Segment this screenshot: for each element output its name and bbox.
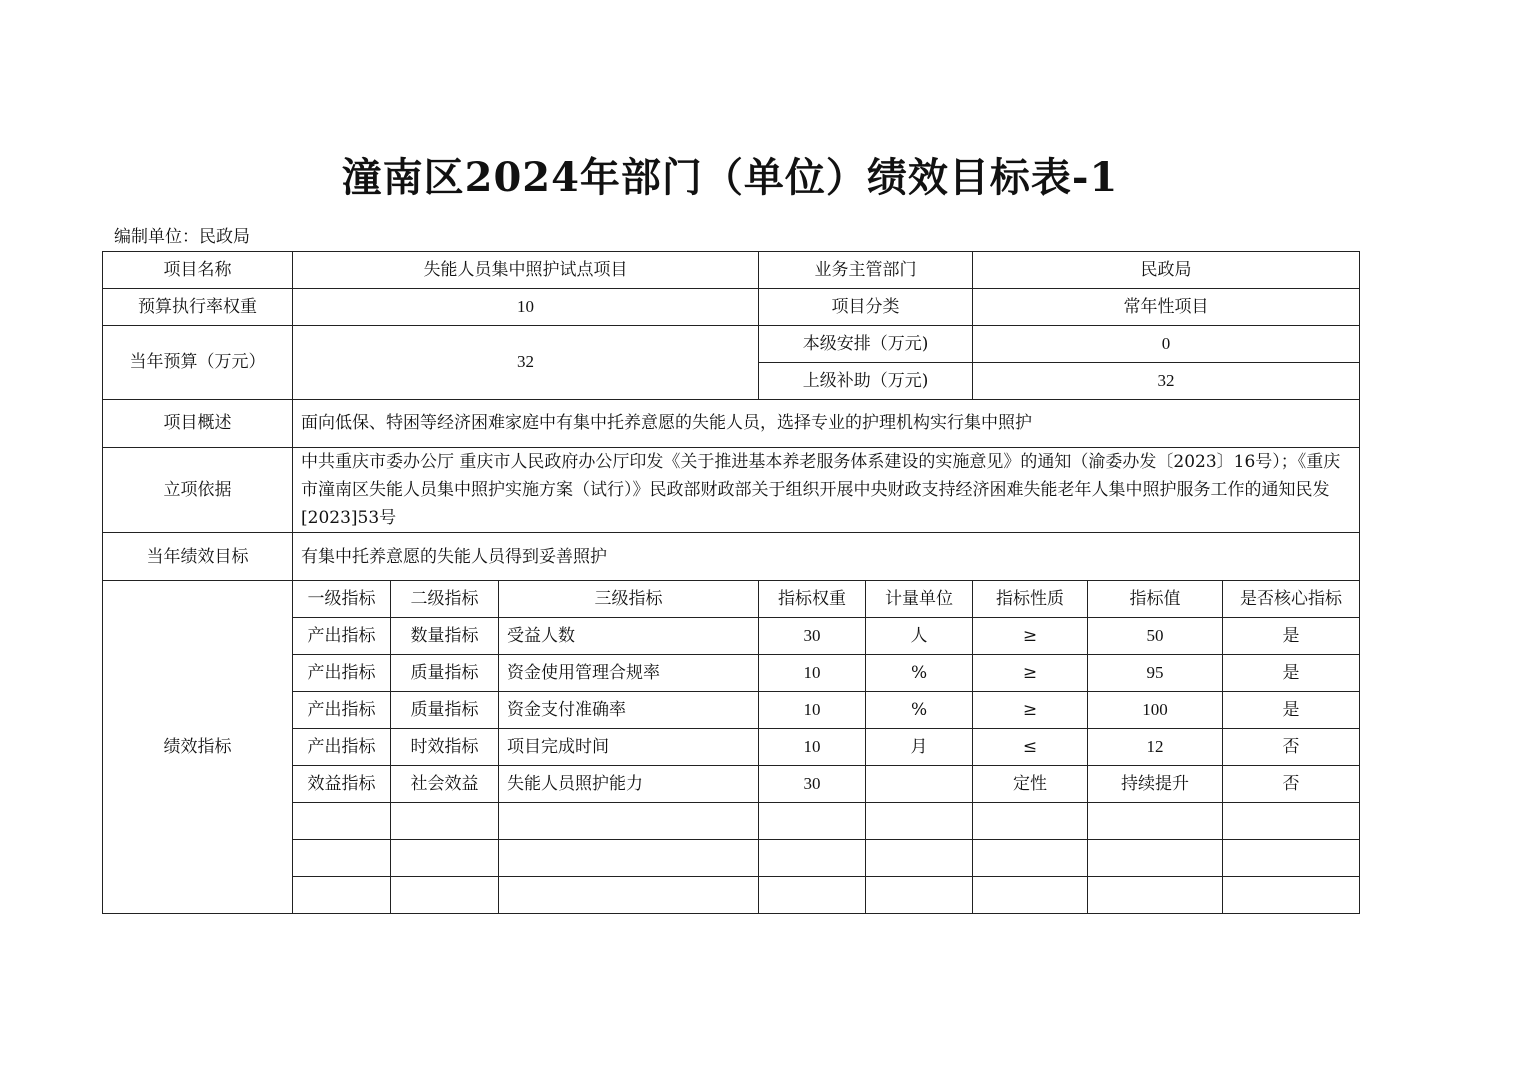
- cell-level1: [293, 840, 391, 877]
- cell-value: 100: [1088, 692, 1223, 729]
- cell-level3: 资金支付准确率: [499, 692, 759, 729]
- cell-level1: 产出指标: [293, 729, 391, 766]
- cell-value: [1088, 803, 1223, 840]
- cell-level1: [293, 877, 391, 914]
- header-value: 指标值: [1088, 581, 1223, 618]
- cell-weight: 30: [759, 766, 866, 803]
- cell-level3: 资金使用管理合规率: [499, 655, 759, 692]
- project-name-value: 失能人员集中照护试点项目: [293, 252, 759, 289]
- weight-value: 10: [293, 289, 759, 326]
- cell-level1: 产出指标: [293, 618, 391, 655]
- cell-value: 持续提升: [1088, 766, 1223, 803]
- cell-level3: [499, 803, 759, 840]
- cell-level3: 项目完成时间: [499, 729, 759, 766]
- overview-label: 项目概述: [103, 400, 293, 448]
- cell-level2: [391, 840, 499, 877]
- cell-value: [1088, 877, 1223, 914]
- cell-nature: ≥: [973, 618, 1088, 655]
- cell-unit: [866, 840, 973, 877]
- cell-weight: [759, 877, 866, 914]
- cell-level2: [391, 803, 499, 840]
- cell-level3: [499, 840, 759, 877]
- cell-unit: %: [866, 692, 973, 729]
- cell-unit: [866, 877, 973, 914]
- overview-value: 面向低保、特困等经济困难家庭中有集中托养意愿的失能人员，选择专业的护理机构实行集中照护: [293, 400, 1360, 448]
- cell-core: 是: [1223, 618, 1360, 655]
- cell-weight: [759, 840, 866, 877]
- cell-nature: [973, 877, 1088, 914]
- weight-label: 预算执行率权重: [103, 289, 293, 326]
- cell-weight: 30: [759, 618, 866, 655]
- cell-value: 12: [1088, 729, 1223, 766]
- category-label: 项目分类: [759, 289, 973, 326]
- cell-level3: 受益人数: [499, 618, 759, 655]
- cell-weight: 10: [759, 729, 866, 766]
- dept-value: 民政局: [973, 252, 1360, 289]
- cell-value: 95: [1088, 655, 1223, 692]
- cell-level2: 时效指标: [391, 729, 499, 766]
- cell-core: 否: [1223, 729, 1360, 766]
- cell-level2: 社会效益: [391, 766, 499, 803]
- cell-level2: 质量指标: [391, 655, 499, 692]
- cell-core: [1223, 840, 1360, 877]
- cell-level1: [293, 803, 391, 840]
- header-unit: 计量单位: [866, 581, 973, 618]
- cell-nature: [973, 803, 1088, 840]
- cell-value: [1088, 840, 1223, 877]
- header-weight: 指标权重: [759, 581, 866, 618]
- cell-level1: 效益指标: [293, 766, 391, 803]
- budget-value: 32: [293, 326, 759, 400]
- performance-table: [102, 251, 1360, 914]
- cell-level1: 产出指标: [293, 655, 391, 692]
- project-name-label: 项目名称: [103, 252, 293, 289]
- cell-unit: 月: [866, 729, 973, 766]
- header-level1: 一级指标: [293, 581, 391, 618]
- header-level3: 三级指标: [499, 581, 759, 618]
- indicators-label: 绩效指标: [103, 581, 293, 914]
- cell-unit: %: [866, 655, 973, 692]
- goal-value: 有集中托养意愿的失能人员得到妥善照护: [293, 533, 1360, 581]
- compiling-unit: 编制单位：民政局: [114, 227, 250, 247]
- basis-value: 中共重庆市委办公厅 重庆市人民政府办公厅印发《关于推进基本养老服务体系建设的实施意见》的通知（渝委办发〔2023〕16号）；《重庆市潼南区失能人员集中照护实施方案（试行）》民政部财政部关于组织开展中央财政支持经济困难失能老年人集中照护服务工作的通知民发[2023]53号: [293, 448, 1360, 533]
- cell-nature: [973, 840, 1088, 877]
- cell-nature: 定性: [973, 766, 1088, 803]
- cell-weight: 10: [759, 692, 866, 729]
- cell-nature: ≤: [973, 729, 1088, 766]
- cell-core: 是: [1223, 655, 1360, 692]
- local-label: 本级安排（万元): [759, 326, 973, 363]
- cell-weight: [759, 803, 866, 840]
- cell-nature: ≥: [973, 692, 1088, 729]
- upper-label: 上级补助（万元): [759, 363, 973, 400]
- cell-level2: [391, 877, 499, 914]
- cell-core: [1223, 877, 1360, 914]
- cell-core: [1223, 803, 1360, 840]
- basis-label: 立项依据: [103, 448, 293, 533]
- cell-unit: [866, 766, 973, 803]
- dept-label: 业务主管部门: [759, 252, 973, 289]
- cell-level1: 产出指标: [293, 692, 391, 729]
- cell-nature: ≥: [973, 655, 1088, 692]
- cell-core: 否: [1223, 766, 1360, 803]
- cell-weight: 10: [759, 655, 866, 692]
- cell-value: 50: [1088, 618, 1223, 655]
- cell-level2: 质量指标: [391, 692, 499, 729]
- header-level2: 二级指标: [391, 581, 499, 618]
- cell-level3: [499, 877, 759, 914]
- budget-label: 当年预算（万元）: [103, 326, 293, 400]
- goal-label: 当年绩效目标: [103, 533, 293, 581]
- upper-value: 32: [973, 363, 1360, 400]
- cell-unit: 人: [866, 618, 973, 655]
- category-value: 常年性项目: [973, 289, 1360, 326]
- header-nature: 指标性质: [973, 581, 1088, 618]
- cell-level2: 数量指标: [391, 618, 499, 655]
- cell-unit: [866, 803, 973, 840]
- header-core: 是否核心指标: [1223, 581, 1360, 618]
- page-title: 潼南区2024年部门（单位）绩效目标表-1: [341, 154, 1119, 201]
- local-value: 0: [973, 326, 1360, 363]
- cell-core: 是: [1223, 692, 1360, 729]
- cell-level3: 失能人员照护能力: [499, 766, 759, 803]
